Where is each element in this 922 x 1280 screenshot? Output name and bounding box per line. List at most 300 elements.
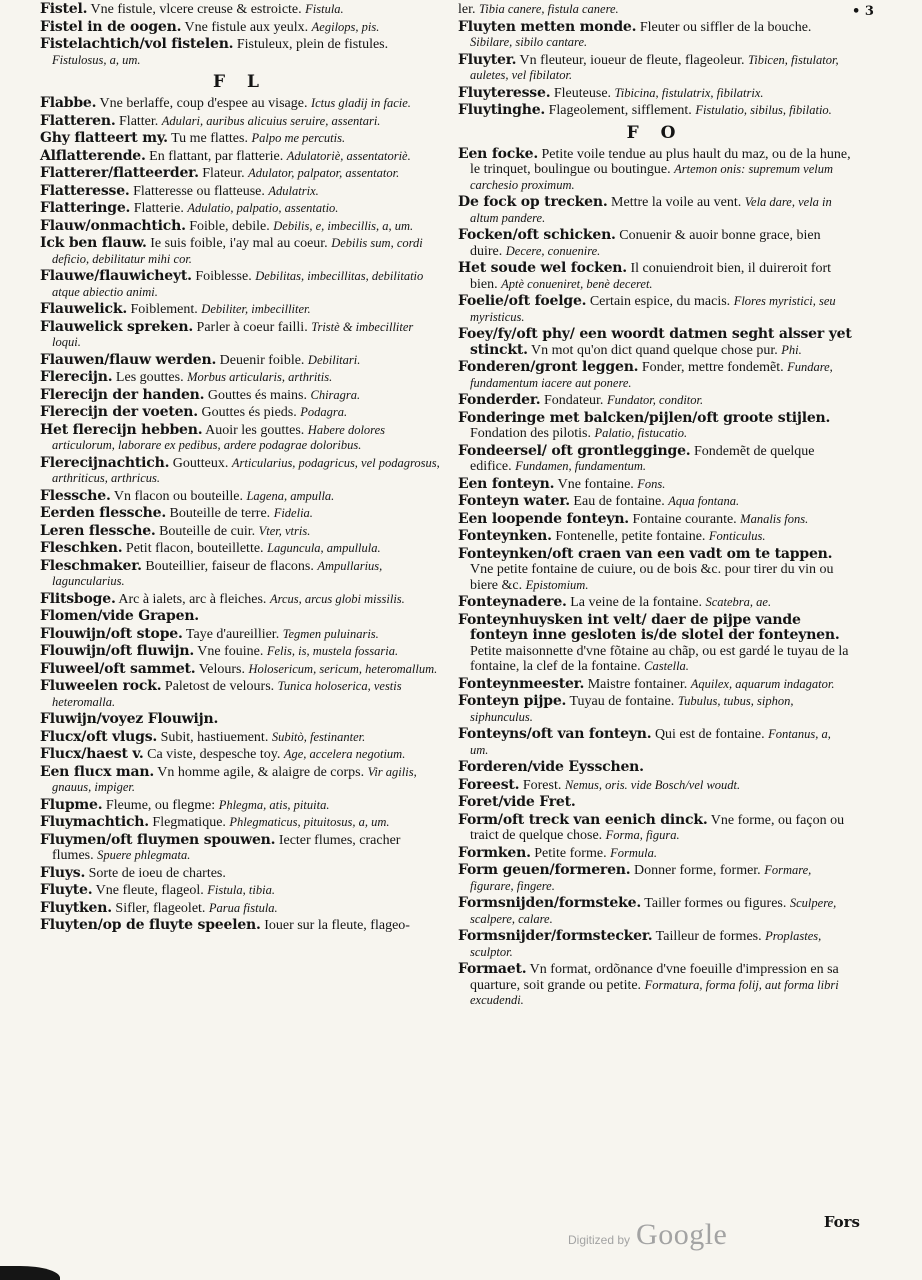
headword: Form/oft treck van eenich dinck. [458,811,708,828]
latin-gloss: Castella. [644,659,689,673]
latin-gloss: Fistulosus, a, um. [52,52,141,67]
dictionary-entry [458,529,852,545]
latin-gloss: Manalis fons. [740,511,809,526]
dictionary-entry [458,677,852,693]
headword: Formsnijder/formstecker. [458,928,653,944]
right-column [458,2,852,1011]
dictionary-entry [458,613,852,675]
latin-gloss: Palatio, fistucatio. [594,426,688,440]
dictionary-entry [40,712,440,728]
dictionary-entry [458,2,852,18]
french-gloss: Petite voile tendue au plus hault du maz, ou de la hune, le trinquet, boulingue ou boutingue. [470,146,851,177]
latin-gloss: Tunica holoserica, vestis heteromalla. [52,679,402,709]
latin-gloss: Laguncula, ampullula. [267,541,381,555]
headword: Form geuen/formeren. [458,862,631,878]
french-gloss: Petite forme. [530,845,611,861]
french-gloss: Petit flacon, bouteillette. [122,541,268,556]
french-gloss: Foiblesse. [191,269,256,284]
latin-gloss: Tristè & imbecilliter loqui. [52,319,414,349]
latin-gloss: Spuere phlegmata. [97,848,191,862]
dictionary-entry [458,103,852,119]
headword: Formken. [458,844,531,861]
headword: Flessche. [40,487,111,504]
headword: Fonteyn water. [458,493,570,509]
latin-gloss: Nemus, oris. vide Bosch/vel woudt. [564,777,741,792]
french-gloss: La veine de la fontaine. [566,595,706,610]
latin-gloss: Fonticulus. [708,529,766,543]
french-gloss: Vne fleute, flageol. [92,883,208,898]
dictionary-entry [40,269,440,300]
dictionary-entry [40,679,440,710]
french-gloss: ler. [458,2,479,17]
dictionary-entry [458,896,852,927]
headword: Fluweelen rock. [40,678,162,694]
headword: Formaet. [458,961,527,977]
latin-gloss: Tibicina, fistulatrix, fibilatrix. [614,85,764,100]
latin-gloss: Adulator, palpator, assentator. [248,166,400,180]
french-gloss: Fistuleux, plein de fistules. [233,37,389,52]
headword: Fleschmaker. [40,557,142,574]
dictionary-entry [40,489,440,505]
headword: Flauwelick spreken. [40,318,194,335]
latin-gloss: Debilitas, imbecillitas, debilitatio atque abiectio animi. [52,269,424,299]
french-gloss: Mettre la voile au vent. [607,195,745,210]
dictionary-entry [458,512,852,528]
latin-gloss: Debilis sum, cordi deficio, debilitatur mihi cor. [52,236,423,266]
french-gloss: Sifler, flageolet. [111,900,209,916]
dictionary-entry [458,863,852,894]
headword: Fistel. [40,1,88,17]
latin-gloss: Tibicen, fistulator, auletes, vel fibilator. [470,52,839,82]
watermark-prefix: Digitized by [568,1233,631,1247]
headword: Fluymachtich. [40,814,149,830]
dictionary-entry [40,541,440,557]
headword: Flatterer/flatteerder. [40,165,199,181]
left-entries-b [40,96,440,934]
headword: Fluymen/oft fluymen spouwen. [40,831,276,848]
latin-gloss: Articularius, podagricus, vel podagrosus, arthriticus, arthricus. [52,455,440,485]
headword: Alflatterende. [40,147,146,164]
dictionary-entry [458,760,852,776]
latin-gloss: Formula. [610,845,657,860]
dictionary-entry [40,662,440,678]
headword: Flerecijn der handen. [40,386,205,403]
french-gloss: Vne fistule, vlcere creuse & estroicte. [87,2,306,17]
dictionary-entry [458,20,852,51]
dictionary-entry [40,644,440,660]
latin-gloss: Adulatio, palpatio, assentatio. [187,201,339,215]
headword: Flucx/haest v. [40,746,144,762]
latin-gloss: Aquilex, aquarum indagator. [690,676,835,691]
headword: Flauw/onmachtich. [40,217,186,234]
french-gloss: Forest. [519,777,565,793]
headword: Fluytken. [40,899,112,916]
french-gloss: Flageolement, sifflement. [545,103,696,118]
french-gloss: Flegmatique. [148,815,230,830]
dictionary-entry [40,833,440,864]
french-gloss: Tailleur de formes. [652,929,766,944]
latin-gloss: Fons. [637,476,666,491]
french-gloss: Taye d'aureillier. [182,626,283,642]
french-gloss: Qui est de fontaine. [651,727,769,742]
dictionary-entry [40,901,440,917]
french-gloss: Fondation des pilotis. [470,426,595,441]
french-gloss: Fontenelle, petite fontaine. [551,529,709,544]
dictionary-entry [458,327,852,358]
corner-mark: • 3 [852,4,874,19]
latin-gloss: Debiliter, imbecilliter. [201,302,311,316]
french-gloss: Fleume, ou flegme: [102,797,219,813]
headword: Ick ben flauw. [40,235,147,251]
latin-gloss: Podagra. [300,405,348,419]
french-gloss: Sorte de ioeu de chartes. [85,865,226,881]
latin-gloss: Tubulus, tubus, siphon, siphunculus. [470,694,794,724]
headword: Flerecijn. [40,369,113,385]
french-gloss: Iecter flumes, cracher flumes. [52,832,401,863]
dictionary-entry [40,149,440,165]
french-gloss: Ie suis foible, i'ay mal au coeur. [146,236,332,251]
latin-gloss: Fundamen, fundamentum. [515,459,646,473]
dictionary-entry [458,727,852,758]
dictionary-entry [40,166,440,182]
headword: Fistelachtich/vol fistelen. [40,36,234,52]
french-gloss: Vne fontaine. [554,476,638,492]
french-gloss: Bouteille de cuir. [155,523,259,539]
french-gloss: En flattant, par flatterie. [145,148,287,164]
dictionary-entry [458,294,852,325]
french-gloss: Flateur. [198,166,249,181]
headword: Flucx/oft vlugs. [40,728,158,745]
headword: Fonteynken. [458,528,552,544]
headword: Focken/oft schicken. [458,227,616,243]
french-gloss: Iouer sur la fleute, flageo- [260,918,410,933]
french-gloss: Tu me flattes. [167,131,252,146]
right-entries-a [458,2,852,119]
headword: Flitsboge. [40,590,116,607]
catchword: Fors [823,1213,860,1231]
dictionary-entry [40,370,440,386]
latin-gloss: Fundator, conditor. [606,393,704,407]
french-gloss: Les gouttes. [112,370,188,385]
latin-gloss: Vir agilis, gnauus, impiger. [52,764,417,794]
french-gloss: Goutteux. [169,455,232,471]
dictionary-entry [40,302,440,318]
latin-gloss: Morbus articularis, arthritis. [187,370,333,384]
french-gloss: Bouteille de terre. [166,506,274,521]
headword: Fonteyn pijpe. [458,693,567,709]
dictionary-entry [458,477,852,493]
headword: Fluweel/oft sammet. [40,660,196,677]
latin-gloss: Fistula. [305,2,344,16]
french-gloss: Vne fouine. [194,644,267,659]
french-gloss: Vn fleuteur, ioueur de fleute, flageoleur. [516,52,748,68]
latin-gloss: Fistula, tibia. [207,883,275,897]
dictionary-entry [40,2,440,18]
headword: Fluytinghe. [458,102,546,118]
dictionary-entry [458,694,852,725]
headword: Fonderder. [458,392,541,408]
dictionary-entry [458,929,852,960]
headword: Leren flessche. [40,522,156,539]
dictionary-entry [40,798,440,814]
headword: Flauwe/flauwicheyt. [40,268,192,284]
latin-gloss: Ictus gladij in facie. [310,96,411,110]
dictionary-entry [40,236,440,267]
left-entries-a [40,2,440,68]
headword: Flerecijn der voeten. [40,404,198,420]
latin-gloss: Phlegmaticus, pituitosus, a, um. [229,815,390,829]
headword: Foret/vide Fret. [458,794,576,810]
dictionary-entry [40,423,440,454]
latin-gloss: Aptè conueniret, benè deceret. [501,276,653,291]
headword: Foreest. [458,776,520,793]
dictionary-entry [40,184,440,200]
dictionary-entry [40,37,440,68]
dictionary-entry [458,86,852,102]
headword: Forderen/vide Eysschen. [458,759,644,775]
dictionary-entry [40,592,440,608]
watermark-brand: Google [636,1218,728,1251]
latin-gloss: Ampullarius, laguncularius. [52,558,383,588]
french-gloss: Fonder, mettre fondemẽt. [638,360,788,375]
headword: Fondeersel/ oft grontlegginge. [458,442,691,459]
headword: Een fonteyn. [458,475,555,492]
headword: Fluyteresse. [458,84,551,101]
dictionary-entry [40,219,440,235]
dictionary-entry [458,53,852,84]
french-gloss: Fleuter ou siffler de la bouche. [636,19,812,35]
french-gloss: Tuyau de fontaine. [566,694,678,709]
french-gloss: Conuenir & auoir bonne grace, bien duire. [470,228,821,259]
headword: Fonderen/gront leggen. [458,359,639,375]
headword: Een flucx man. [40,763,155,780]
dictionary-entry [40,405,440,421]
latin-gloss: Phi. [781,342,802,357]
latin-gloss: Lagena, ampulla. [246,488,335,503]
headword: Flouwijn/oft fluwijn. [40,643,195,659]
dictionary-entry [40,730,440,746]
dictionary-entry [40,609,440,625]
headword: Het soude wel focken. [458,260,627,276]
headword: Fonderinge met balcken/pijlen/oft groote stijlen. [458,409,831,426]
headword: Flomen/vide Grapen. [40,608,199,624]
dictionary-entry [40,866,440,882]
dictionary-entry [458,778,852,794]
french-gloss: Fontaine courante. [628,511,741,527]
latin-gloss: Palpo me percutis. [251,131,346,145]
french-gloss: Fleuteuse. [550,85,615,101]
french-gloss: Flatteresse ou flatteuse. [129,183,269,199]
french-gloss: Il conuiendroit bien, il duireroit fort bien. [470,261,832,292]
dictionary-entry [458,595,852,611]
latin-gloss: Fistulatio, sibilus, fibilatio. [695,103,832,117]
dictionary-entry [458,547,852,594]
french-gloss: Foiblement. [127,302,202,317]
right-entries-b [458,147,852,1009]
headword: Een focke. [458,145,538,162]
latin-gloss: Aegilops, pis. [311,19,380,34]
headword: Flerecijnachtich. [40,454,170,471]
french-gloss: Vne forme, ou façon ou traict de quelque chose. [470,812,845,843]
headword: Flatteren. [40,112,116,129]
dictionary-entry [40,815,440,831]
dictionary-entry [458,360,852,391]
headword: Flatteringe. [40,200,131,216]
headword: Fluyten metten monde. [458,18,637,35]
latin-gloss: Formatura, forma folij, aut forma libri excudendi. [470,977,839,1007]
headword: Fluys. [40,864,86,881]
headword: Fonteynadere. [458,594,567,610]
headword: De fock op trecken. [458,194,608,210]
dictionary-entry [458,444,852,475]
latin-gloss: Fidelia. [273,506,313,520]
french-gloss: Vne berlaffe, coup d'espee au visage. [96,96,311,111]
latin-gloss: Flores myristici, seu myristicus. [470,294,836,324]
latin-gloss: Sculpere, scalpere, calare. [470,896,837,926]
dictionary-entry [458,147,852,194]
headword: Fonteynmeester. [458,675,585,692]
french-gloss: Vn mot qu'on dict quand quelque chose pur. [527,342,782,358]
french-gloss: Donner forme, former. [630,863,765,878]
latin-gloss: Scatebra, ae. [705,595,772,609]
latin-gloss: Holosericum, sericum, heteromallum. [248,661,438,676]
latin-gloss: Habere dolores articulorum, laborare ex pedibus, ardere podagrae doloribus. [52,422,385,452]
french-gloss: Vn format, ordõnance d'vne foeuille d'impression en sa quarture, soit grande ou petite. [470,962,839,993]
french-gloss: Gouttes és mains. [204,387,311,403]
dictionary-entry [40,201,440,217]
dictionary-entry [40,96,440,112]
latin-gloss: Fundare, fundamentum iacere aut ponere. [470,360,833,390]
french-gloss: Flatter. [115,113,162,129]
latin-gloss: Chiragra. [310,387,361,402]
headword: Foelie/oft foelge. [458,293,587,309]
dictionary-entry [458,411,852,442]
dictionary-entry [40,627,440,643]
french-gloss: Fondateur. [540,393,607,408]
headword: Ghy flatteert my. [40,130,168,146]
dictionary-entry [458,261,852,292]
dictionary-entry [458,846,852,862]
dictionary-entry [40,765,440,796]
french-gloss: Vn flacon ou bouteille. [110,488,247,504]
latin-gloss: Adulari, auribus alicuius seruire, assentari. [161,113,381,128]
headword: Flabbe. [40,95,97,111]
latin-gloss: Vela dare, vela in altum pandere. [470,195,832,225]
dictionary-entry [40,114,440,130]
latin-gloss: Epistomium. [525,577,589,592]
french-gloss: Foible, debile. [185,218,274,234]
french-gloss: Gouttes és pieds. [197,405,301,420]
dictionary-entry [458,795,852,811]
headword: Flauwen/flauw werden. [40,351,217,368]
headword: Flouwijn/oft stope. [40,625,183,642]
french-gloss: Vne petite fontaine de cuiure, ou de bois &c. pour tirer du vin ou biere &c. [470,562,834,593]
dictionary-entry [40,559,440,590]
latin-gloss: Adulatrix. [268,183,319,198]
headword: Fonteynhuysken int velt/ daer de pijpe vande fonteyn inne gesloten is/de slotel der fonteynen. [458,611,840,643]
headword: Het flerecijn hebben. [40,421,203,438]
french-gloss: Bouteillier, faiseur de flacons. [141,558,318,574]
headword: Fonteyns/oft van fonteyn. [458,726,652,742]
latin-gloss: Parua fistula. [208,900,278,915]
dictionary-entry [40,524,440,540]
latin-gloss: Subitò, festinanter. [271,729,366,744]
dictionary-entry [40,918,440,934]
dictionary-entry [40,131,440,147]
latin-gloss: Debilitari. [307,352,361,367]
headword: Foey/fy/oft phy/ een woordt datmen seght alsser yet stinckt. [458,326,852,358]
headword: Fonteynken/oft craen van een vadt om te tappen. [458,545,833,562]
french-gloss: Tailler formes ou figures. [641,896,790,911]
dictionary-entry [40,456,440,487]
french-gloss: Deuenir foible. [216,352,308,368]
dictionary-entry [458,962,852,1009]
french-gloss: Eau de fontaine. [569,494,669,509]
dictionary-entry [458,228,852,259]
latin-gloss: Phlegma, atis, pituita. [218,797,330,812]
latin-gloss: Tibia canere, fistula canere. [479,2,619,16]
latin-gloss: Artemon onis: supremum velum carchesio proximum. [470,162,834,192]
french-gloss: Auoir les gouttes. [202,422,308,438]
latin-gloss: Formare, figurare, fingere. [470,863,812,893]
french-gloss: Subit, hastiuement. [157,729,272,745]
headword: Flatteresse. [40,182,130,199]
latin-gloss: Age, accelera negotium. [283,747,406,761]
latin-gloss: Sibilare, sibilo cantare. [470,35,588,49]
latin-gloss: Decere, conuenire. [505,243,601,258]
french-gloss: Flatterie. [130,201,188,216]
french-gloss: Certain espice, du macis. [586,294,734,309]
latin-gloss: Adulatoriè, assentatoriè. [286,148,411,163]
binding-shadow [0,1266,60,1280]
latin-gloss: Debilis, e, imbecillis, a, um. [273,218,414,233]
dictionary-entry [458,195,852,226]
headword: Eerden flessche. [40,505,166,521]
headword: Fluyte. [40,882,93,898]
headword: Fluyten/op de fluyte speelen. [40,917,261,933]
dictionary-entry [40,388,440,404]
dictionary-entry [40,883,440,899]
section-heading-fl: F L [213,72,267,92]
french-gloss: Fondemẽt de quelque edifice. [470,443,815,474]
digitized-watermark [568,1218,727,1252]
dictionary-entry [40,320,440,351]
french-gloss: Maistre fontainer. [584,676,691,692]
dictionary-entry [458,813,852,844]
section-heading-fo: F O [626,122,684,143]
dictionary-entry [40,747,440,763]
latin-gloss: Forma, figura. [605,828,680,842]
dictionary-entry [40,353,440,369]
french-gloss: Vn homme agile, & alaigre de corps. [154,764,368,780]
dictionary-entry [40,20,440,36]
latin-gloss: Vter, vtris. [258,523,311,538]
headword: Flupme. [40,796,103,813]
french-gloss: Petite maisonnette d'vne fõtaine au chãp, ou est gardé le tuyau de la fontaine, la clef de la fontaine. [470,643,849,674]
dictionary-entry [458,393,852,409]
headword: Formsnijden/formsteke. [458,895,642,911]
french-gloss: Velours. [195,661,249,677]
left-column [40,2,440,936]
latin-gloss: Aqua fontana. [668,494,740,508]
latin-gloss: Felis, is, mustela fossaria. [266,644,399,658]
dictionary-entry [40,506,440,522]
latin-gloss: Tegmen puluinaris. [282,626,379,641]
headword: Fluyter. [458,51,517,68]
french-gloss: Vne fistule aux yeulx. [181,19,312,35]
latin-gloss: Fontanus, a, um. [470,727,831,757]
headword: Een loopende fonteyn. [458,510,629,527]
